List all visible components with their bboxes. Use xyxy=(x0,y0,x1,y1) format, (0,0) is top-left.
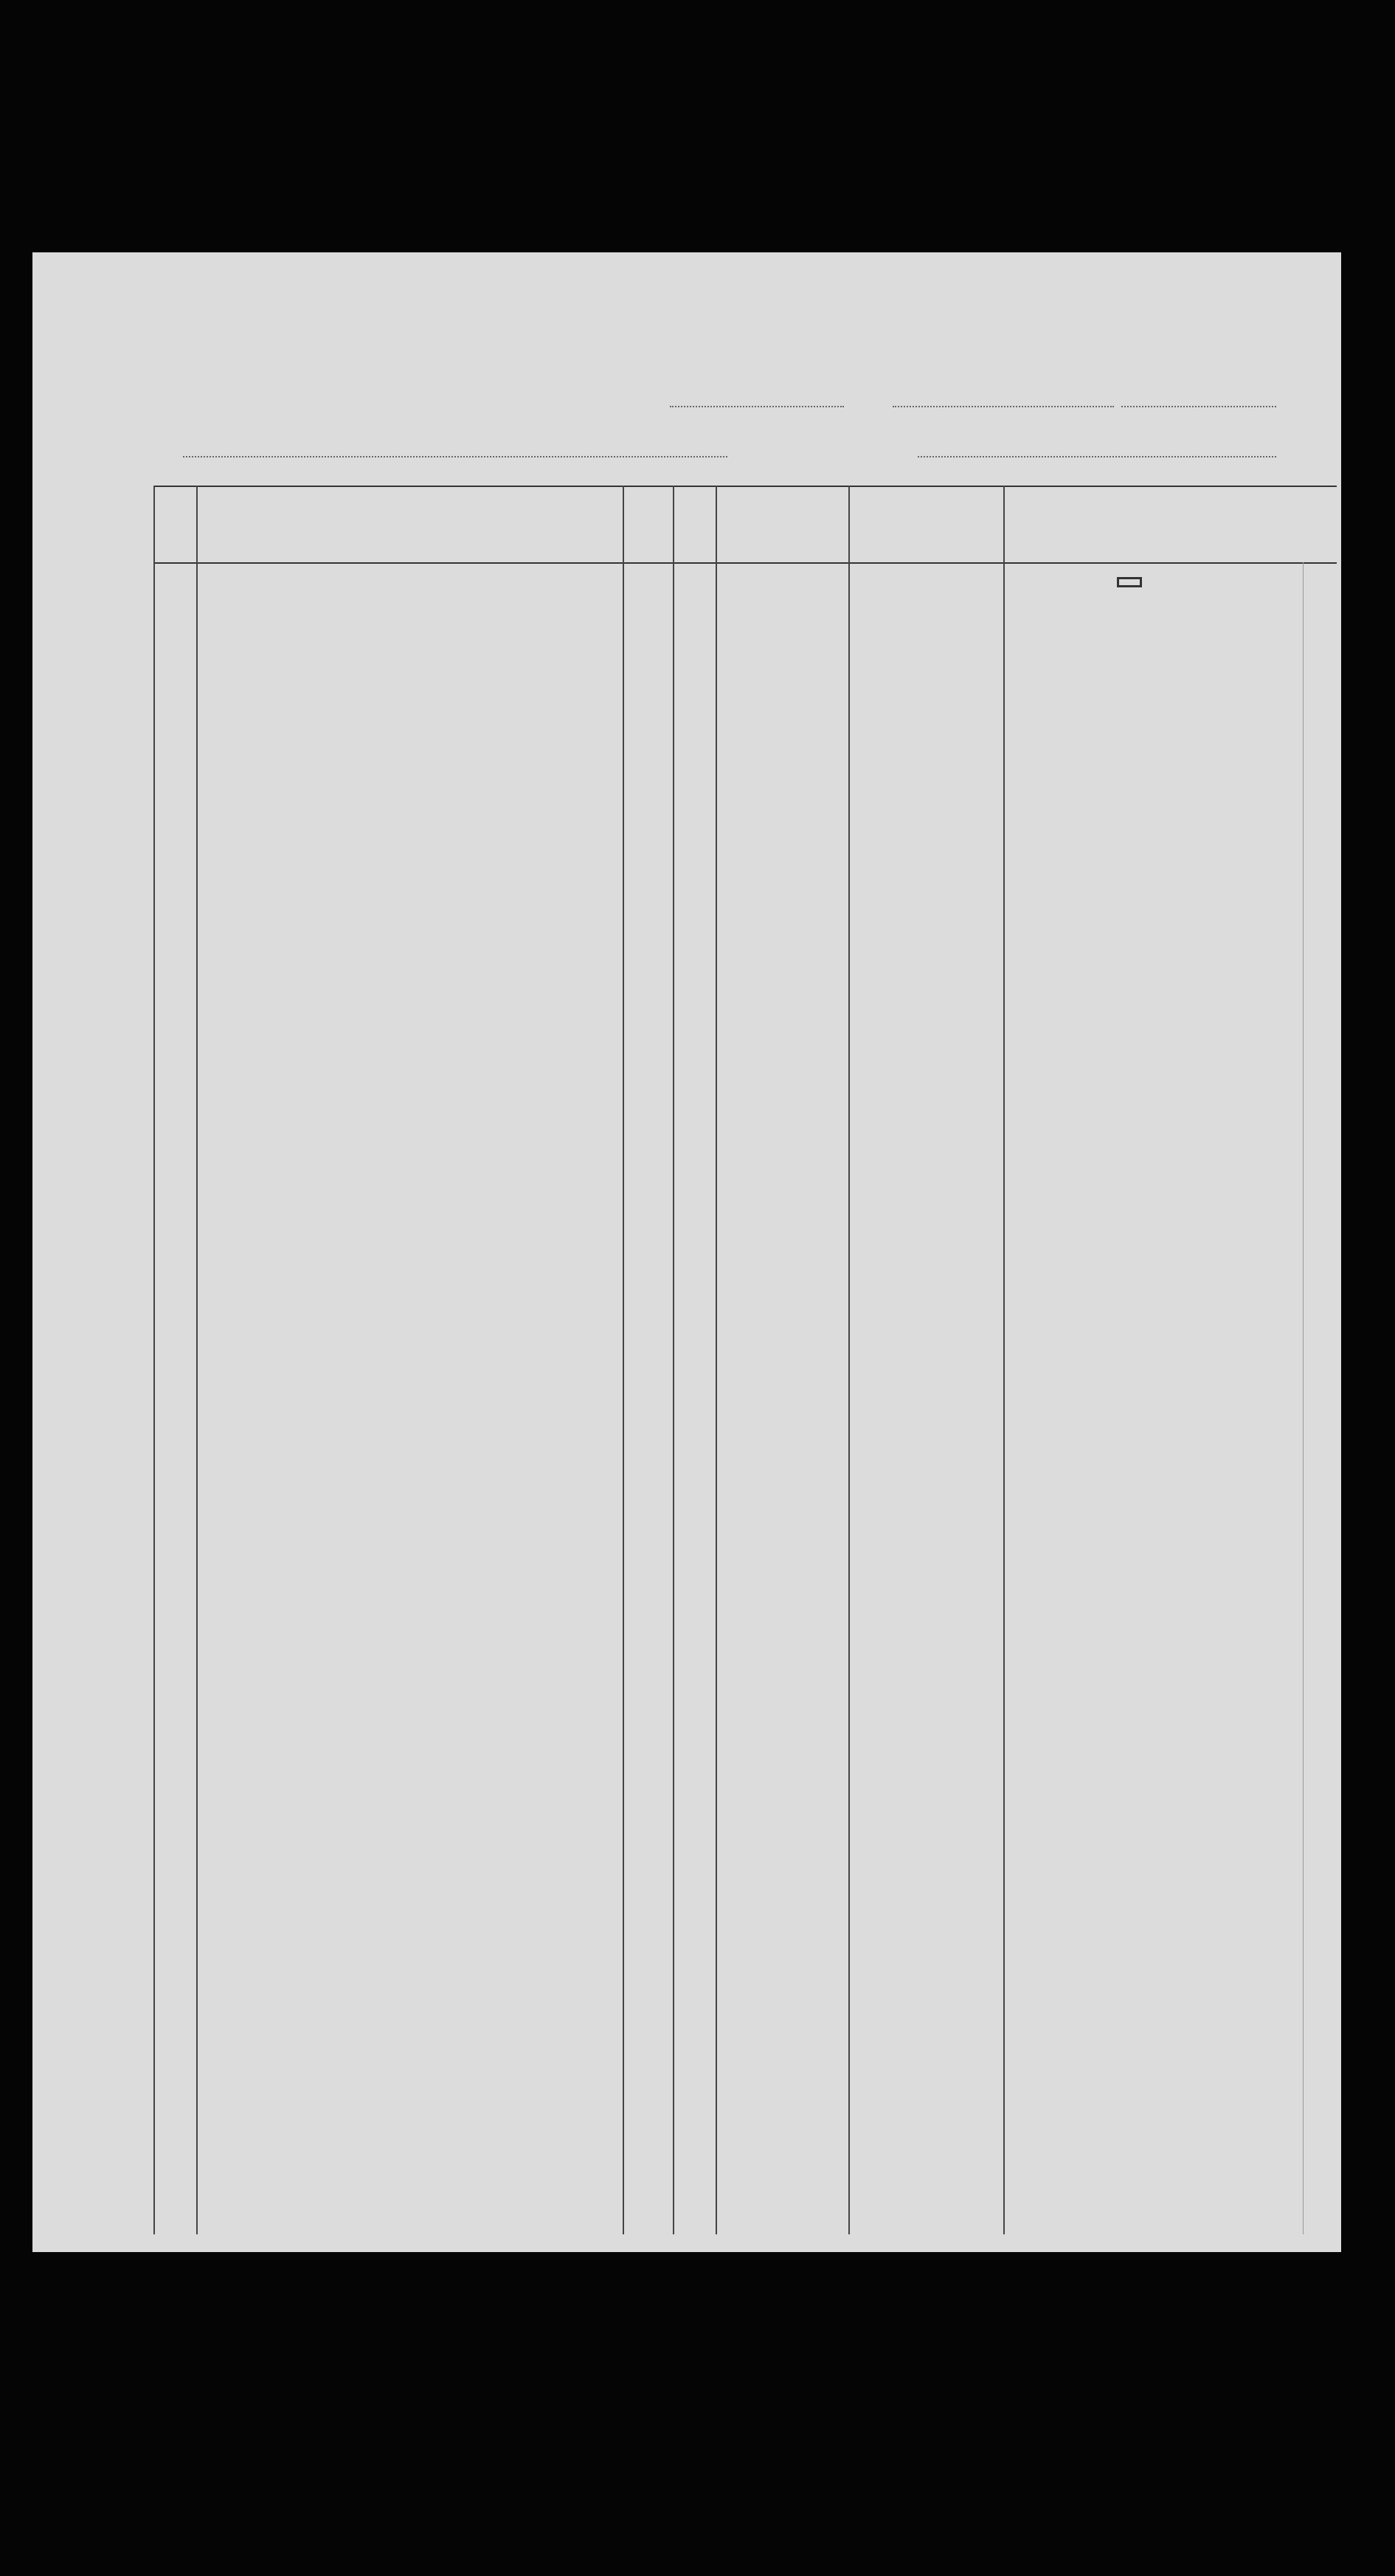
table-top-border xyxy=(153,486,1337,487)
header-bottom-border xyxy=(153,562,1337,564)
passenger-list-sheet xyxy=(32,252,1341,2252)
us-citizen-stamp xyxy=(1117,577,1142,587)
